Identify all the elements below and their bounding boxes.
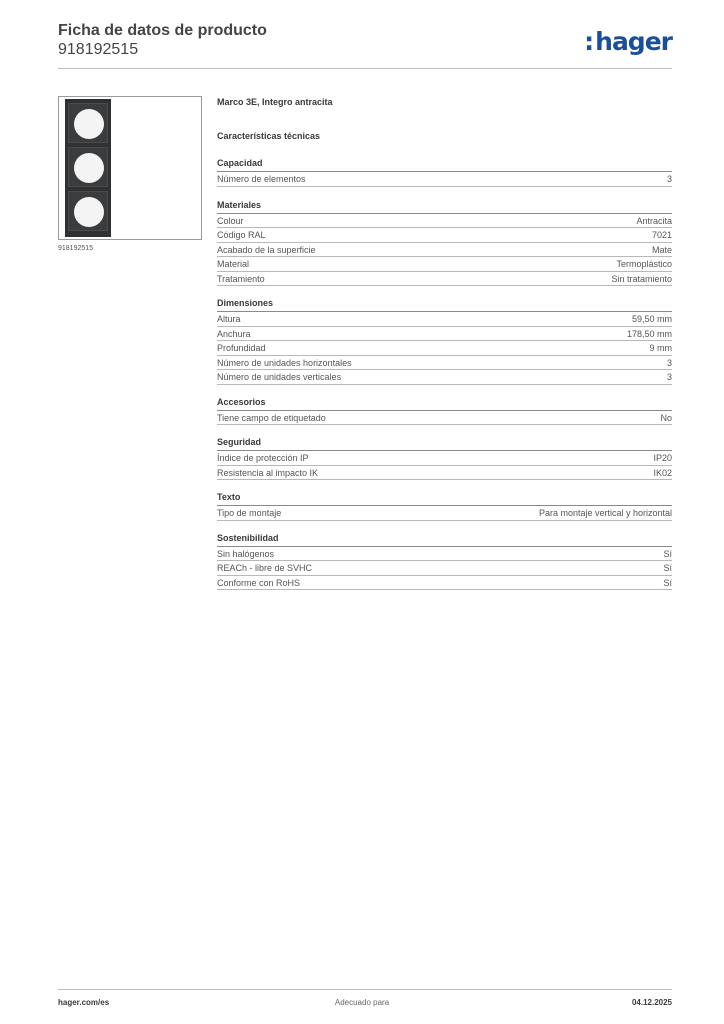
spec-label: Número de unidades horizontales — [217, 357, 352, 368]
spec-label: Profundidad — [217, 343, 266, 353]
spec-value: Sí — [663, 563, 672, 573]
spec-label: Tipo de montaje — [217, 508, 282, 518]
spec-group — [217, 158, 672, 187]
spec-group-title: Texto — [217, 492, 672, 506]
spec-label: Resistencia al impacto IK — [217, 467, 319, 478]
frame-opening — [74, 109, 104, 139]
spec-group-title: Accesorios — [217, 397, 672, 411]
spec-label: Tiene campo de etiquetado — [217, 412, 326, 423]
footer-website: hager.com/es — [58, 998, 110, 1007]
spec-row — [217, 576, 672, 591]
spec-row — [217, 370, 672, 385]
product-specs — [217, 97, 672, 590]
spec-group-title: Sostenibilidad — [217, 533, 672, 547]
spec-row — [217, 451, 672, 466]
product-code: 918192515 — [58, 41, 139, 58]
spec-label: Código RAL — [217, 230, 266, 240]
spec-group — [217, 298, 672, 385]
spec-group — [217, 200, 672, 287]
spec-row — [217, 506, 672, 521]
spec-row — [217, 341, 672, 356]
spec-label: Sin halógenos — [217, 548, 275, 559]
frame-cell — [68, 147, 108, 187]
spec-row — [217, 257, 672, 272]
spec-value: IP20 — [653, 453, 672, 463]
spec-value: 178,50 mm — [626, 328, 672, 339]
document-title: Ficha de datos de producto — [58, 22, 267, 39]
spec-label: Material — [217, 259, 250, 269]
footer-divider — [58, 989, 672, 990]
spec-group — [217, 397, 672, 426]
spec-row — [217, 547, 672, 562]
spec-label: Colour — [217, 215, 244, 226]
spec-row — [217, 356, 672, 371]
spec-row — [217, 411, 672, 426]
spec-label: Número de unidades verticales — [217, 372, 342, 382]
spec-row — [217, 561, 672, 576]
spec-label: Tratamiento — [217, 273, 265, 284]
spec-group-title: Capacidad — [217, 158, 672, 172]
spec-group-title: Dimensiones — [217, 298, 672, 312]
spec-label: Número de elementos — [217, 174, 306, 184]
spec-value: Para montaje vertical y horizontal — [538, 508, 672, 518]
product-image — [58, 96, 202, 240]
page-header — [58, 22, 672, 70]
spec-row — [217, 243, 672, 258]
spec-label: Altura — [217, 314, 241, 324]
image-caption: 918192515 — [58, 245, 94, 252]
switch-frame-graphic — [65, 99, 111, 237]
spec-value: No — [660, 412, 672, 423]
spec-row — [217, 228, 672, 243]
spec-value: Sí — [663, 577, 672, 588]
header-divider — [58, 68, 672, 69]
spec-group — [217, 492, 672, 521]
logo-text: hager — [595, 27, 672, 56]
spec-group-title: Materiales — [217, 200, 672, 214]
spec-group-title: Seguridad — [217, 437, 672, 451]
hager-logo: :hager — [584, 27, 672, 56]
footer-date: 04.12.2025 — [631, 998, 672, 1007]
spec-label: Índice de protección IP — [217, 453, 309, 463]
spec-value: Sin tratamiento — [611, 273, 672, 284]
spec-value: 59,50 mm — [631, 314, 672, 324]
frame-opening — [74, 153, 104, 183]
spec-label: Acabado de la superficie — [217, 244, 316, 255]
product-name: Marco 3E, Integro antracita — [217, 97, 333, 107]
spec-row — [217, 327, 672, 342]
spec-value: IK02 — [653, 467, 672, 478]
spec-row — [217, 214, 672, 229]
frame-cell — [68, 103, 108, 143]
spec-value: 9 mm — [649, 343, 672, 353]
spec-label: REACh - libre de SVHC — [217, 563, 313, 573]
spec-value: Mate — [651, 244, 672, 255]
spec-label: Conforme con RoHS — [217, 577, 301, 588]
specs-heading: Características técnicas — [217, 131, 321, 141]
spec-row — [217, 312, 672, 327]
spec-label: Anchura — [217, 328, 251, 339]
spec-value: 3 — [666, 357, 672, 368]
frame-cell — [68, 191, 108, 231]
spec-value: Antracita — [636, 215, 672, 226]
spec-value: 7021 — [651, 230, 672, 240]
spec-value: Sí — [663, 548, 672, 559]
frame-opening — [74, 197, 104, 227]
spec-value: 3 — [666, 372, 672, 382]
spec-row — [217, 272, 672, 287]
footer-center-text: Adecuado para — [334, 998, 390, 1007]
spec-row — [217, 172, 672, 187]
spec-value: Termoplástico — [616, 259, 672, 269]
spec-groups — [217, 158, 672, 590]
spec-value: 3 — [666, 174, 672, 184]
spec-row — [217, 466, 672, 481]
spec-group — [217, 437, 672, 480]
spec-group — [217, 533, 672, 591]
